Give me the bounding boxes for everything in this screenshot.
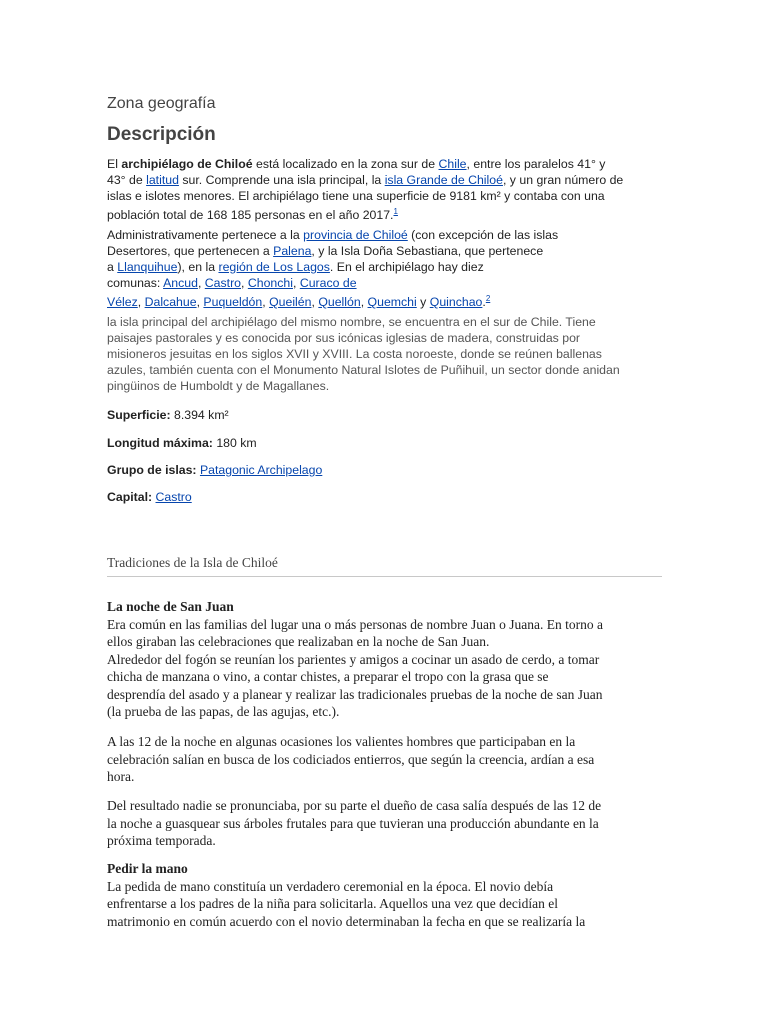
text: ,	[196, 295, 204, 310]
field-label: Superficie:	[107, 408, 171, 422]
text: Desertores, que pertenecen a	[107, 244, 274, 258]
link-chonchi[interactable]: Chonchi	[247, 276, 293, 290]
link-ancud[interactable]: Ancud	[163, 276, 198, 290]
san-juan-title: La noche de San Juan	[107, 599, 234, 614]
text: . En el archipiélago hay diez	[329, 260, 484, 274]
text-line: la noche a guasquear sus árboles frutales para que tuvieran una producción abundante en la	[107, 815, 599, 831]
text: ,	[137, 295, 145, 310]
link-chile[interactable]: Chile	[438, 157, 467, 171]
link-castro-capital[interactable]: Castro	[155, 490, 192, 504]
text: está localizado en la zona sur de	[252, 157, 439, 171]
text-line: hora.	[107, 769, 135, 784]
link-puqueldon[interactable]: Puqueldón	[203, 295, 263, 310]
midnight-paragraph	[107, 733, 662, 786]
link-curaco-de-velez[interactable]: Vélez	[107, 295, 138, 310]
traditions-title: Tradiciones de la Isla de Chiloé	[107, 555, 278, 570]
link-curaco-de-velez[interactable]: Curaco de	[299, 276, 357, 290]
field-value: 180 km	[212, 436, 257, 450]
link-queilen[interactable]: Queilén	[269, 295, 312, 310]
section-heading: Descripción	[107, 124, 216, 145]
text: a	[107, 260, 118, 274]
link-castro[interactable]: Castro	[204, 276, 241, 290]
text-line: Del resultado nadie se pronunciaba, por su parte el dueño de casa salía después de las 12 de	[107, 798, 602, 813]
text: El	[107, 157, 122, 171]
text: ,	[292, 276, 300, 290]
link-quinchao[interactable]: Quinchao	[429, 295, 483, 310]
grupo-islas-field	[107, 462, 322, 478]
text: (con excepción de las islas	[407, 228, 559, 242]
text-line: desprendía del asado y a planear y realizar las tradicionales pruebas de la noche de san Juan	[107, 686, 603, 702]
text-line: chicha de manzana o vino, a contar chistes, a preparar el tropo con la grasa que se	[107, 669, 549, 684]
text: .	[482, 295, 486, 310]
link-dalcahue[interactable]: Dalcahue	[144, 295, 197, 310]
superficie-field	[107, 407, 229, 423]
text-line: La pedida de mano constituía un verdadero ceremonial en la época. El novio debía	[107, 878, 554, 894]
text: y	[416, 295, 430, 310]
text: población total de 168 185 personas en el año 2017.	[107, 208, 394, 223]
link-palena[interactable]: Palena	[273, 244, 312, 258]
link-quemchi[interactable]: Quemchi	[367, 295, 417, 310]
text-line: celebración salían en busca de los codiciados entierros, que según la creencia, ardían a esa	[107, 751, 595, 767]
text-line: enfrentarse a los padres de la niña para solicitarla. Aquellos una vez que decidían el	[107, 896, 558, 911]
text: , entre los paralelos 41° y	[466, 157, 606, 171]
text: ,	[262, 295, 270, 310]
text-line: pingüinos de Humboldt y de Magallanes.	[107, 379, 330, 393]
divider	[107, 576, 662, 577]
text-line: misioneros jesuitas en los siglos XVII y XVIII. La costa noroeste, donde se reúnen ballenas	[107, 347, 602, 361]
description-paragraph	[107, 156, 662, 223]
section-kicker: Zona geografía	[107, 95, 216, 112]
link-latitud[interactable]: latitud	[146, 173, 179, 187]
pedir-mano-section	[107, 860, 662, 930]
text-line: Alrededor del fogón se reunían los parientes y amigos a cocinar un asado de cerdo, a tomar	[107, 651, 600, 667]
longitud-field	[107, 435, 257, 451]
field-label: Longitud máxima:	[107, 436, 213, 450]
link-patagonic-archipelago[interactable]: Patagonic Archipelago	[199, 463, 323, 477]
link-region-los-lagos[interactable]: región de Los Lagos	[218, 260, 330, 274]
bold-term: archipiélago de Chiloé	[121, 157, 253, 171]
text-line: Era común en las familias del lugar una o más personas de nombre Juan o Juana. En torno a	[107, 616, 603, 632]
text: ,	[311, 295, 319, 310]
text: ,	[360, 295, 368, 310]
text-line: matrimonio en común acuerdo con el novio determinaban la fecha en que se realizaría la	[107, 913, 586, 929]
text: ), en la	[177, 260, 219, 274]
text-line: paisajes pastorales y es conocida por sus icónicas iglesias de madera, construidas por	[107, 331, 580, 345]
field-label: Grupo de islas:	[107, 463, 197, 477]
field-label: Capital:	[107, 490, 153, 504]
text-line: A las 12 de la noche en algunas ocasiones los valientes hombres que participaban en la	[107, 734, 576, 749]
capital-field	[107, 489, 192, 505]
link-provincia-chiloe[interactable]: provincia de Chiloé	[303, 228, 408, 242]
footnote-ref[interactable]: 1	[393, 207, 398, 216]
text: ,	[241, 276, 248, 290]
link-llanquihue[interactable]: Llanquihue	[117, 260, 178, 274]
text: Administrativamente pertenece a la	[107, 228, 304, 242]
text: , y un gran número de	[502, 173, 624, 187]
link-quellon[interactable]: Quellón	[318, 295, 361, 310]
summary-paragraph	[107, 314, 662, 394]
text: sur. Comprende una isla principal, la	[178, 173, 385, 187]
text: islas e islotes menores. El archipiélago tiene una superficie de 9181 km² y contaba con una	[107, 189, 605, 203]
text-line: ellos giraban las celebraciones que realizaban en la noche de San Juan.	[107, 634, 490, 649]
text: ,	[197, 276, 205, 290]
field-value: 8.394 km²	[170, 408, 229, 422]
administrative-paragraph	[107, 227, 662, 310]
text-line: azules, también cuenta con el Monumento Natural Islotes de Puñihuil, un sector donde anidan	[107, 363, 620, 377]
result-paragraph	[107, 797, 662, 850]
text-line: próxima temporada.	[107, 833, 216, 848]
text-line: (la prueba de las papas, de las agujas, etc.).	[107, 704, 340, 719]
san-juan-section	[107, 598, 662, 721]
link-isla-grande[interactable]: isla Grande de Chiloé	[384, 173, 503, 187]
text-line: la isla principal del archipiélago del mismo nombre, se encuentra en el sur de Chile. Tiene	[107, 315, 596, 329]
text: comunas:	[107, 276, 164, 290]
pedir-mano-title: Pedir la mano	[107, 861, 188, 876]
text: , y la Isla Doña Sebastiana, que pertenece	[311, 244, 544, 258]
text: 43° de	[107, 173, 147, 187]
footnote-ref[interactable]: 2	[485, 294, 491, 303]
